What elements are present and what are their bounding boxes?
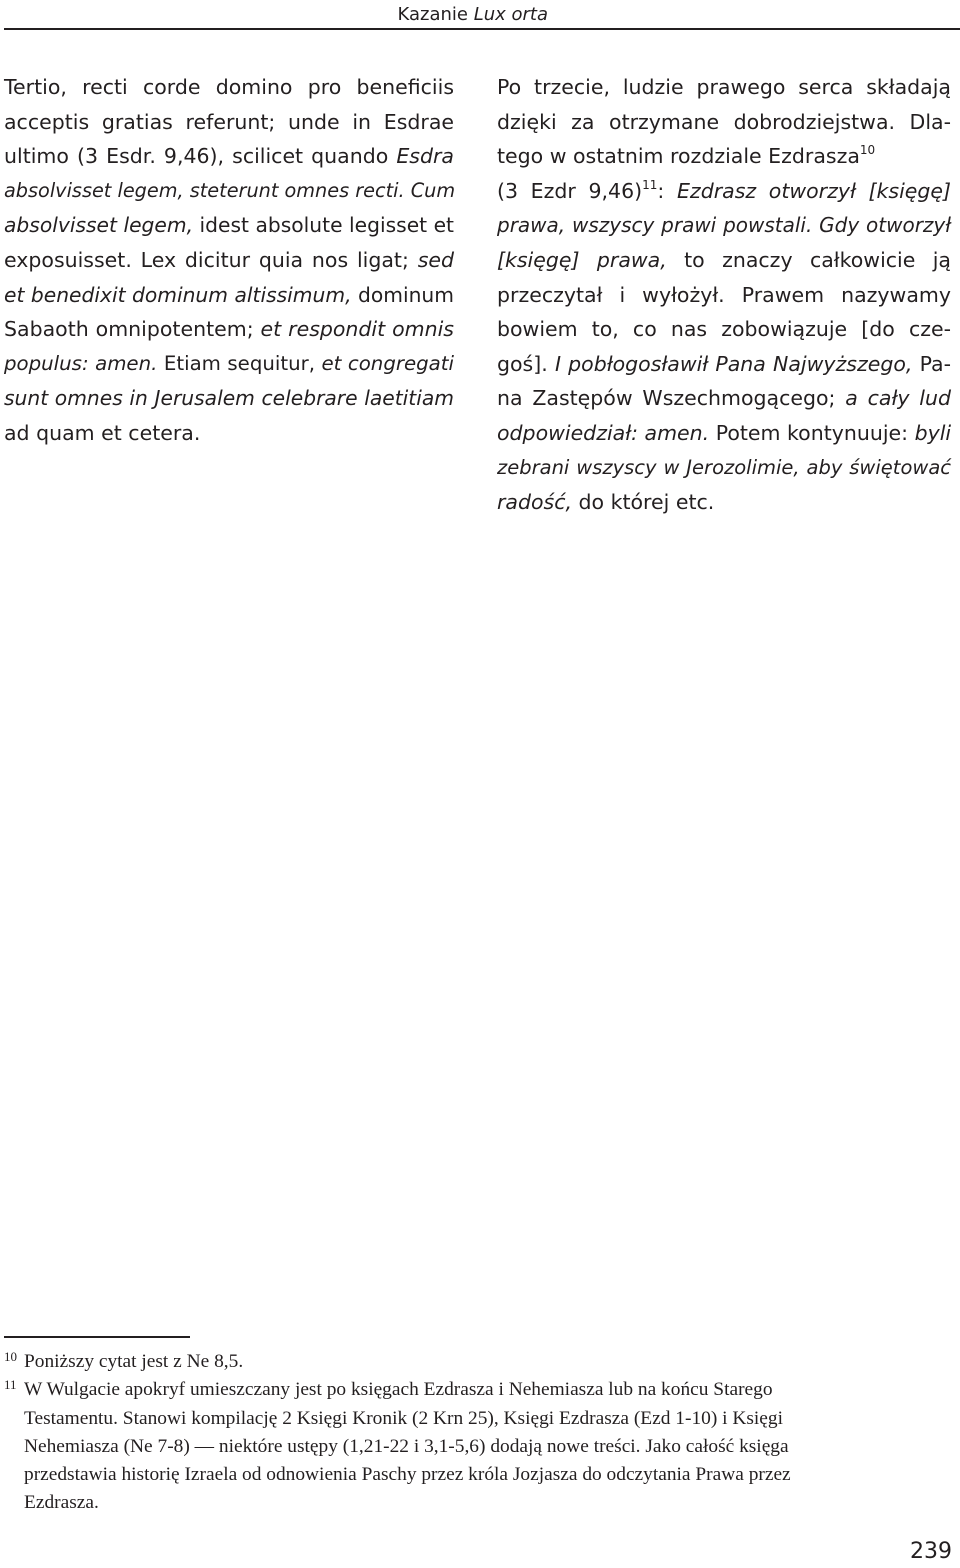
polish-line bbox=[497, 485, 951, 520]
latin-line bbox=[4, 347, 454, 382]
polish-italic-text: a cały lud bbox=[845, 386, 951, 411]
footnote-ref: 10 bbox=[859, 143, 876, 158]
latin-text: acceptis gratias referunt; unde in Esdrae bbox=[4, 109, 454, 134]
latin-text: Etiam sequitur, bbox=[157, 351, 322, 375]
polish-line bbox=[497, 243, 951, 278]
latin-line bbox=[4, 381, 454, 416]
polish-italic-text: [księgę] prawa, bbox=[497, 247, 667, 272]
footnote-11: 11 W Wulgacie apokryf umieszczany jest po księgach Ezdrasza i Nehemiasza lub na końcu Starego bbox=[4, 1377, 773, 1401]
latin-text: Tertio, recti corde domino pro beneficiis bbox=[4, 75, 454, 99]
polish-line bbox=[497, 105, 951, 140]
footnote-text: Poniższy cytat jest z Ne 8,5. bbox=[24, 1351, 244, 1372]
latin-line bbox=[4, 243, 454, 278]
header-rule bbox=[4, 28, 960, 30]
polish-line bbox=[497, 174, 951, 209]
footnote-11-line bbox=[4, 1489, 952, 1517]
latin-italic-text: Esdra bbox=[396, 144, 454, 169]
latin-line bbox=[4, 70, 454, 105]
latin-italic-text: sunt omnes in Jerusalem celebrare laetitiam bbox=[4, 386, 454, 411]
polish-text: na Zastępów Wszechmogącego; bbox=[497, 386, 846, 411]
footnote-text: Ezdrasza. bbox=[24, 1492, 99, 1514]
polish-text: bowiem to, co nas zobowiązuje [do cze- bbox=[497, 317, 951, 342]
polish-line bbox=[497, 70, 951, 105]
latin-line bbox=[4, 416, 454, 451]
polish-line bbox=[497, 278, 951, 313]
latin-text: ultimo (3 Esdr. 9,46), scilicet quando bbox=[4, 144, 397, 169]
polish-italic-text: radość, bbox=[497, 490, 573, 515]
polish-line bbox=[497, 451, 951, 486]
footnote-text: Nehemiasza (Ne 7-8) — niektóre ustępy (1,21-22 i 3,1-5,6) dodają nowe treści. Jako całość księga bbox=[24, 1435, 789, 1457]
running-head bbox=[397, 4, 548, 26]
polish-italic-text: I pobłogosławił Pana Najwyższego, bbox=[554, 351, 913, 376]
latin-text: Sabaoth omnipotentem; bbox=[4, 317, 261, 342]
latin-italic-text: populus: amen. bbox=[4, 351, 158, 375]
footnote-text: przedstawia historię Izraela od odnowienia Paschy przez króla Jozjasza do odczytania Prawa przez bbox=[24, 1464, 791, 1486]
footnote-ref: 11 bbox=[642, 177, 658, 192]
latin-line bbox=[4, 312, 454, 347]
polish-text: przeczytał i wyłożył. Prawem nazywamy bbox=[497, 282, 951, 307]
footnote-rule bbox=[4, 1336, 190, 1338]
polish-text: Po trzecie, ludzie prawego serca składają bbox=[497, 75, 951, 99]
latin-text: ad quam et cetera. bbox=[4, 420, 201, 445]
latin-line bbox=[4, 105, 454, 140]
latin-italic-text: absolvisset legem, bbox=[4, 213, 194, 238]
running-head-title: Kazanie bbox=[397, 4, 474, 25]
running-head-title-italic: Lux orta bbox=[473, 4, 548, 25]
latin-italic-text: absolvisset legem, steterunt omnes recti. Cum bbox=[4, 178, 456, 202]
latin-column bbox=[4, 70, 454, 451]
polish-italic-text: odpowiedział: amen. bbox=[497, 420, 710, 445]
latin-line bbox=[4, 208, 454, 243]
polish-text: : bbox=[657, 178, 677, 203]
latin-line bbox=[4, 278, 454, 313]
footnote-text: Testamentu. Stanowi kompilację 2 Księgi Kronik (2 Krn 25), Księgi Ezdrasza (Ezd 1-10) i Księgi bbox=[24, 1407, 783, 1429]
latin-text: exposuisset. Lex dicitur quia nos ligat; bbox=[4, 247, 418, 272]
polish-text: tego w ostatnim rozdziale Ezdrasza bbox=[497, 144, 860, 169]
polish-text: Potem kontynuuje: bbox=[709, 420, 915, 445]
polish-italic-text: zebrani wszyscy w Jerozolimie, aby świętować bbox=[497, 455, 951, 479]
footnotes bbox=[4, 1348, 952, 1518]
page-number: 239 bbox=[910, 1539, 952, 1564]
polish-line bbox=[497, 139, 951, 174]
footnote-11-line bbox=[4, 1461, 952, 1489]
polish-italic-text: prawa, wszyscy prawi powstali. Gdy otworzył bbox=[497, 213, 951, 238]
polish-text: (3 Ezdr 9,46) bbox=[497, 178, 643, 203]
polish-line bbox=[497, 416, 951, 451]
polish-column bbox=[497, 70, 951, 520]
polish-text: Pa- bbox=[912, 351, 951, 376]
polish-italic-text: byli bbox=[914, 420, 952, 445]
latin-line bbox=[4, 139, 454, 174]
footnote-11-line bbox=[4, 1405, 952, 1433]
latin-italic-text: sed bbox=[417, 247, 454, 272]
latin-text: dominum bbox=[351, 282, 454, 307]
latin-italic-text: et congregati bbox=[321, 351, 455, 375]
latin-text: idest absolute legisset et bbox=[193, 213, 455, 238]
polish-text: do której etc. bbox=[572, 490, 715, 515]
latin-italic-text: et respondit omnis bbox=[260, 317, 454, 342]
latin-italic-text: et benedixit dominum altissimum, bbox=[4, 282, 352, 307]
latin-line bbox=[4, 174, 454, 209]
polish-text: to znaczy całkowicie ją bbox=[666, 247, 951, 272]
footnote-11-line bbox=[4, 1433, 952, 1461]
polish-line bbox=[497, 347, 951, 382]
polish-line bbox=[497, 381, 951, 416]
footnote-text: W Wulgacie apokryf umieszczany jest po księgach Ezdrasza i Nehemiasza lub na końcu Starego bbox=[24, 1379, 773, 1401]
polish-line bbox=[497, 208, 951, 243]
polish-italic-text: Ezdrasz otworzył [księgę] bbox=[676, 178, 952, 203]
polish-text: goś]. bbox=[497, 351, 555, 376]
polish-text: dzięki za otrzymane dobrodziejstwa. Dla- bbox=[497, 109, 951, 134]
polish-line bbox=[497, 312, 951, 347]
footnote-10: 10 Poniższy cytat jest z Ne 8,5. bbox=[4, 1349, 244, 1372]
